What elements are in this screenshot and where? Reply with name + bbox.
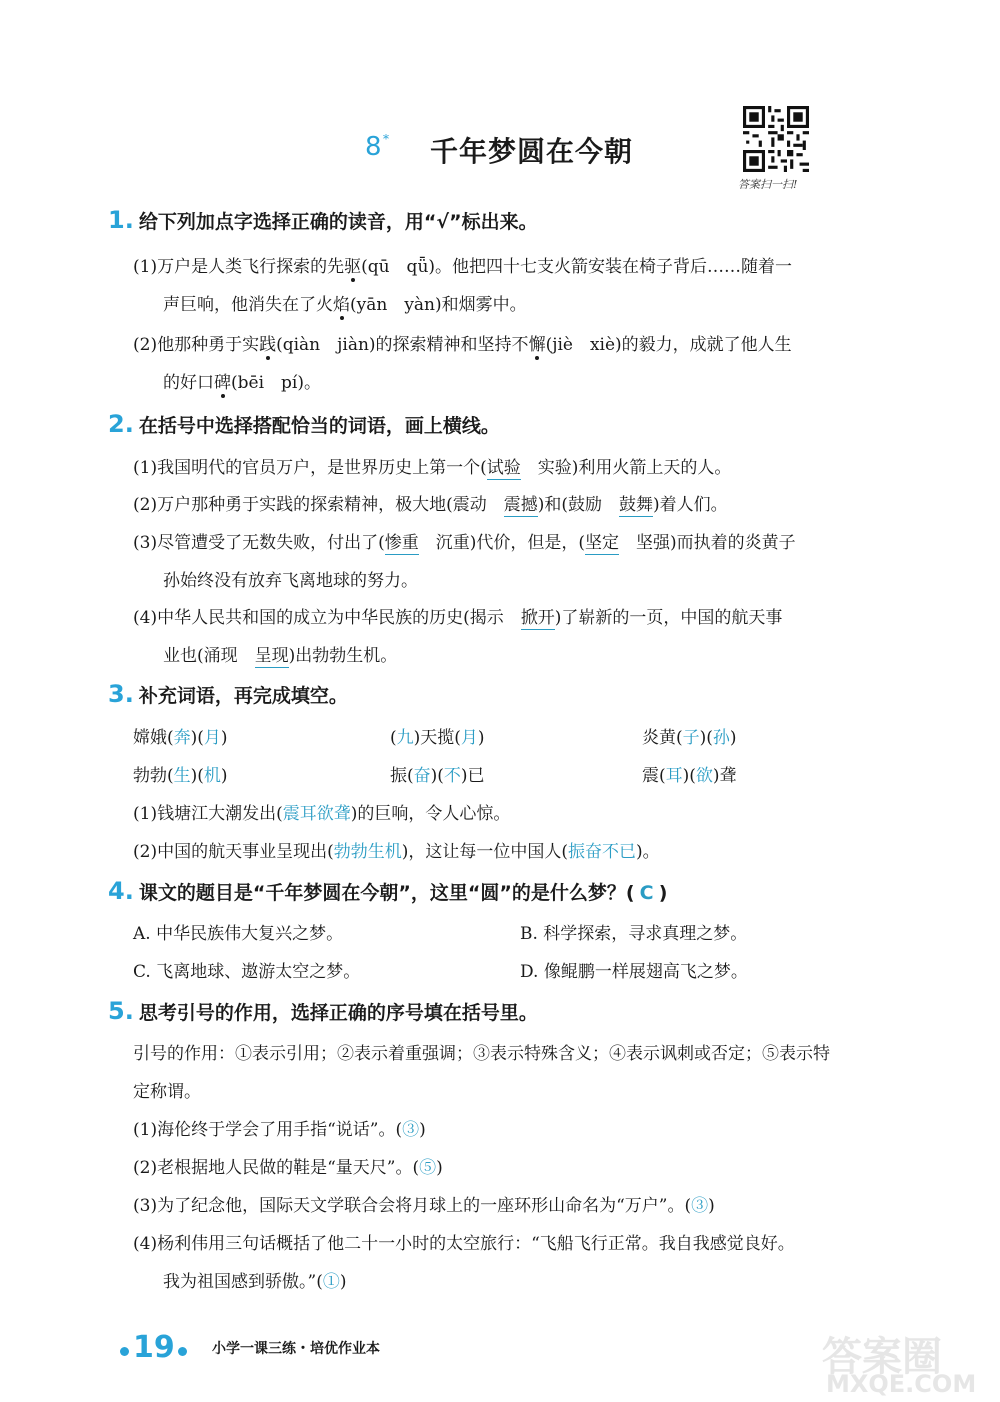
text: )着人们。: [652, 495, 728, 515]
text: (1)海伦终于学会了用手指“说话”。(: [133, 1120, 403, 1140]
q5-heading: [108, 997, 538, 1025]
answer: 月: [460, 728, 478, 748]
q1-line-4: [163, 368, 321, 393]
q5-sentence-4-cont: [163, 1267, 346, 1292]
text: )已: [460, 766, 485, 786]
text: )聋: [712, 766, 737, 786]
text: )(: [699, 728, 713, 748]
q5-text: 思考引号的作用，选择正确的序号填在括号里。: [138, 1002, 538, 1024]
q2-heading: [108, 410, 500, 438]
answer: 不: [443, 766, 461, 786]
book-title: 小学一课三练・培优作业本: [212, 1341, 380, 1357]
q4-option-a: A. 中华民族伟大复兴之梦。: [133, 924, 344, 944]
q3-word-2: [390, 723, 485, 748]
text: (: [390, 728, 397, 748]
text: (jiè xiè)的毅力，成就了他人生: [545, 335, 792, 355]
underlined-answer: 鼓舞: [618, 495, 653, 515]
answer: 震耳欲聋: [282, 804, 351, 824]
q5-sentence-1: [133, 1115, 426, 1140]
q5-sentence-3: [133, 1191, 715, 1216]
answer: 生: [173, 766, 191, 786]
q3-sentence-2: [133, 837, 660, 862]
q4-close: ): [658, 882, 668, 904]
text: 实验)利用火箭上天的人。: [520, 458, 732, 478]
text: (yān yàn)和烟雾中。: [350, 295, 527, 315]
answer: ⑤: [419, 1158, 437, 1178]
q2-line-6: [163, 641, 397, 666]
text: )(: [190, 728, 204, 748]
dotted-char: 碑: [214, 373, 231, 393]
text: (4)中华人民共和国的成立为中华民族的历史(揭示: [133, 608, 521, 628]
text: 勃勃(: [133, 766, 174, 786]
text: (1)钱塘江大潮发出(: [133, 804, 283, 824]
q1-heading: [108, 206, 538, 234]
text: )和(鼓励: [537, 495, 619, 515]
q1-text: 给下列加点字选择正确的读音，用“√”标出来。: [138, 211, 538, 233]
answer: 欲: [695, 766, 713, 786]
text: 我为祖国感到骄傲。”(: [163, 1272, 323, 1292]
q4-answer: C: [639, 882, 654, 904]
underlined-answer: 试验: [486, 458, 521, 478]
text: (2)他那种勇于实: [133, 335, 260, 355]
q3-word-6: [642, 761, 737, 786]
underlined-answer: 坚定: [584, 533, 619, 553]
text: )了崭新的一页，中国的航天事: [554, 608, 783, 628]
q5-number: 5.: [108, 997, 134, 1025]
q5-sentence-2: [133, 1153, 443, 1178]
text: ): [220, 766, 228, 786]
answer: 九: [396, 728, 414, 748]
footer-dot-right: [178, 1347, 187, 1356]
text: )(: [682, 766, 696, 786]
text: (1)我国明代的官员万户，是世界历史上第一个(: [133, 458, 487, 478]
q1-number: 1.: [108, 206, 134, 234]
text: (2)中国的航天事业呈现出(: [133, 842, 334, 862]
q2-line-5: [133, 603, 782, 628]
text: (2)老根据地人民做的鞋是“量天尺”。(: [133, 1158, 420, 1178]
q4-text: 课文的题目是“千年梦圆在今朝”，这里“圆”的是什么梦？(: [138, 882, 635, 904]
dotted-char: 懈: [528, 335, 546, 355]
text: )天揽(: [413, 728, 461, 748]
q4-option-d: D. 像鲲鹏一样展翅高飞之梦。: [520, 962, 748, 982]
text: (1)万户是人类飞行探索的先: [133, 257, 345, 277]
lesson-star: *: [383, 132, 389, 146]
text: )。: [635, 842, 660, 862]
text: ): [339, 1272, 347, 1292]
text: ): [419, 1120, 426, 1140]
q2-line-2: [133, 490, 728, 515]
q4-option-b: B. 科学探索，寻求真理之梦。: [520, 924, 748, 944]
text: 沉重)代价，但是，(: [418, 533, 585, 553]
q3-text: 补充词语，再完成填空。: [138, 685, 348, 707]
answer: 耳: [665, 766, 683, 786]
text: (3)尽管遭受了无数失败，付出了(: [133, 533, 385, 553]
text: )，这让每一位中国人(: [401, 842, 568, 862]
q3-word-4: [133, 761, 228, 786]
text: 坚强)而执着的炎黄子: [618, 533, 796, 553]
q2-line-4: 孙始终没有放弃飞离地球的努力。: [163, 571, 418, 591]
q2-number: 2.: [108, 410, 134, 438]
text: ): [708, 1196, 715, 1216]
q5-sentence-4: (4)杨利伟用三句话概括了他二十一小时的太空旅行：“飞船飞行正常。我自我感觉良好。: [133, 1234, 795, 1254]
text: )(: [190, 766, 204, 786]
q2-text: 在括号中选择搭配恰当的词语，画上横线。: [138, 415, 500, 437]
dotted-char: 践: [259, 335, 277, 355]
answer: ③: [691, 1196, 709, 1216]
text: )出勃勃生机。: [288, 646, 398, 666]
q2-line-3: [133, 528, 796, 553]
answer: 子: [682, 728, 700, 748]
q1-line-1: [133, 252, 792, 277]
answer: 奔: [173, 728, 191, 748]
text: ): [220, 728, 228, 748]
lesson-number: 8: [365, 132, 382, 162]
q2-line-1: [133, 453, 731, 478]
text: 业也(涌现: [163, 646, 255, 666]
answer: 勃勃生机: [333, 842, 402, 862]
text: 嫦娥(: [133, 728, 174, 748]
answer: 振奋不已: [567, 842, 636, 862]
underlined-answer: 呈现: [254, 646, 289, 666]
q4-heading: [108, 877, 667, 905]
text: (qiàn jiàn)的探索精神和坚持不: [276, 335, 529, 355]
answer: ③: [402, 1120, 420, 1140]
text: (qū qǖ)。他把四十七支火箭安装在椅子背后……随着一: [361, 257, 793, 277]
q5-intro-2: 定称谓。: [133, 1082, 201, 1102]
dotted-char: 驱: [344, 257, 362, 277]
text: ): [436, 1158, 443, 1178]
answer: 奋: [413, 766, 431, 786]
dotted-char: 焰: [333, 295, 350, 315]
q1-line-2: [163, 290, 527, 315]
underlined-answer: 震撼: [503, 495, 538, 515]
q3-heading: [108, 680, 348, 708]
text: (2)万户那种勇于实践的探索精神，极大地(震动: [133, 495, 504, 515]
q3-word-1: [133, 723, 228, 748]
qr-code-icon[interactable]: [743, 106, 809, 172]
text: ): [729, 728, 737, 748]
answer: 机: [203, 766, 221, 786]
footer-dot-left: [120, 1347, 129, 1356]
answer: 月: [203, 728, 221, 748]
page-number: 19: [133, 1330, 175, 1365]
text: 震(: [642, 766, 666, 786]
text: )的巨响，令人心惊。: [350, 804, 511, 824]
q5-intro-1: 引号的作用：①表示引用；②表示着重强调；③表示特殊含义；④表示讽刺或否定；⑤表示特: [133, 1044, 830, 1064]
text: 炎黄(: [642, 728, 683, 748]
text: 声巨响，他消失在了火: [163, 295, 333, 315]
q4-number: 4.: [108, 877, 134, 905]
text: )(: [430, 766, 444, 786]
underlined-answer: 惨重: [384, 533, 419, 553]
q3-word-5: [390, 761, 485, 786]
watermark-logo: 答案圈: [822, 1334, 942, 1380]
watermark-site: MXQE.COM: [826, 1370, 977, 1398]
q4-option-c: C. 飞离地球、遨游太空之梦。: [133, 962, 361, 982]
answer: 孙: [712, 728, 730, 748]
qr-caption: 答案扫一扫!: [738, 178, 798, 191]
q1-line-3: [133, 330, 792, 355]
q3-word-3: [642, 723, 737, 748]
text: 振(: [390, 766, 414, 786]
text: 的好口: [163, 373, 214, 393]
q3-number: 3.: [108, 680, 134, 708]
answer: ①: [322, 1272, 340, 1292]
q3-sentence-1: [133, 799, 510, 824]
underlined-answer: 掀开: [520, 608, 555, 628]
lesson-title: 千年梦圆在今朝: [430, 135, 634, 168]
text: (bēi pí)。: [231, 373, 321, 393]
text: (3)为了纪念他，国际天文学联合会将月球上的一座环形山命名为“万户”。(: [133, 1196, 692, 1216]
text: ): [477, 728, 485, 748]
